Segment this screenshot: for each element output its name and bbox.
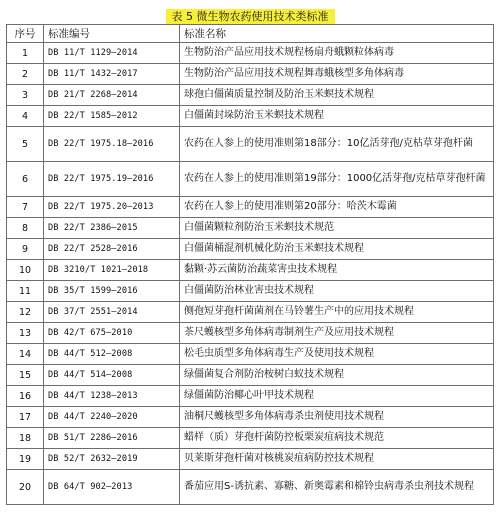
header-name: 标准名称 <box>180 25 494 43</box>
table-caption-container <box>0 5 500 24</box>
standard-name: 白僵菌桶混剂机械化防治玉米螟技术规程 <box>180 239 494 260</box>
row-number: 8 <box>7 218 44 239</box>
standard-code: DB 37/T 2551—2014 <box>44 302 180 323</box>
standard-name: 白僵菌防治林业害虫技术规程 <box>180 281 494 302</box>
row-number: 19 <box>7 449 44 470</box>
standard-name: 番茄应用S-诱抗素、寡糖、新奥霉素和棉铃虫病毒杀虫剂技术规程 <box>180 470 494 505</box>
table-row <box>7 281 494 302</box>
standard-name: 生物防治产品应用技术规程杨扇舟蛾颗粒体病毒 <box>180 43 494 64</box>
standard-name: 农药在人参上的使用准则第19部分：1000亿活芽孢/克枯草芽孢杆菌 <box>180 162 494 197</box>
row-number: 7 <box>7 197 44 218</box>
row-number: 1 <box>7 43 44 64</box>
standard-name: 农药在人参上的使用准则第18部分：10亿活芽孢/克枯草芽孢杆菌 <box>180 127 494 162</box>
table-row <box>7 197 494 218</box>
table-row <box>7 218 494 239</box>
table-row <box>7 365 494 386</box>
table-caption: 表 5 微生物农药使用技术类标准 <box>166 9 335 24</box>
table-row <box>7 43 494 64</box>
standard-code: DB 21/T 2268—2014 <box>44 85 180 106</box>
standard-code: DB 44/T 2240—2020 <box>44 407 180 428</box>
row-number: 17 <box>7 407 44 428</box>
row-number: 14 <box>7 344 44 365</box>
standard-code: DB 22/T 1585—2012 <box>44 106 180 127</box>
standard-name: 松毛虫质型多角体病毒生产及使用技术规程 <box>180 344 494 365</box>
row-number: 12 <box>7 302 44 323</box>
row-number: 18 <box>7 428 44 449</box>
standard-name: 球孢白僵菌质量控制及防治玉米螟技术规程 <box>180 85 494 106</box>
standard-name: 绿僵菌防治椰心叶甲技术规程 <box>180 386 494 407</box>
table-row <box>7 260 494 281</box>
table-row <box>7 64 494 85</box>
row-number: 6 <box>7 162 44 197</box>
header-code: 标准编号 <box>44 25 180 43</box>
standard-code: DB 22/T 1975.18—2016 <box>44 127 180 162</box>
standard-code: DB 51/T 2286—2016 <box>44 428 180 449</box>
row-number: 2 <box>7 64 44 85</box>
row-number: 4 <box>7 106 44 127</box>
standard-name: 黏颗·苏云菌防治蔬菜害虫技术规程 <box>180 260 494 281</box>
row-number: 10 <box>7 260 44 281</box>
standard-name: 生物防治产品应用技术规程舞毒蛾核型多角体病毒 <box>180 64 494 85</box>
standard-code: DB 22/T 2528—2016 <box>44 239 180 260</box>
standard-code: DB 11/T 1432—2017 <box>44 64 180 85</box>
standard-name: 白僵菌颗粒剂防治玉米螟技术规范 <box>180 218 494 239</box>
table-row <box>7 162 494 197</box>
row-number: 5 <box>7 127 44 162</box>
standard-name: 蜡样（质）芽孢杆菌防控板栗炭疽病技术规范 <box>180 428 494 449</box>
standards-table <box>6 24 494 505</box>
table-body <box>7 43 494 505</box>
table-row <box>7 386 494 407</box>
table-row <box>7 323 494 344</box>
standard-code: DB 44/T 1238—2013 <box>44 386 180 407</box>
standard-code: DB 44/T 512—2008 <box>44 344 180 365</box>
table-row <box>7 106 494 127</box>
standard-code: DB 11/T 1129—2014 <box>44 43 180 64</box>
row-number: 15 <box>7 365 44 386</box>
standard-name: 油桐尺蠖核型多角体病毒杀虫剂使用技术规程 <box>180 407 494 428</box>
row-number: 16 <box>7 386 44 407</box>
standard-code: DB 22/T 1975.20—2013 <box>44 197 180 218</box>
standard-code: DB 64/T 902—2013 <box>44 470 180 505</box>
standard-name: 贝莱斯芽孢杆菌对核桃炭疽病防控技术规程 <box>180 449 494 470</box>
table-header-row <box>7 25 494 43</box>
table-row <box>7 302 494 323</box>
standard-name: 绿僵菌复合剂防治桉树白蚁技术规程 <box>180 365 494 386</box>
table-row <box>7 127 494 162</box>
table-row <box>7 344 494 365</box>
table-row <box>7 449 494 470</box>
table-row <box>7 470 494 505</box>
standard-name: 茶尺蠖核型多角体病毒制剂生产及应用技术规程 <box>180 323 494 344</box>
table-row <box>7 239 494 260</box>
standard-name: 农药在人参上的使用准则第20部分：哈茨木霉菌 <box>180 197 494 218</box>
row-number: 9 <box>7 239 44 260</box>
row-number: 3 <box>7 85 44 106</box>
standard-name: 白僵菌封垛防治玉米螟技术规程 <box>180 106 494 127</box>
standard-code: DB 3210/T 1021—2018 <box>44 260 180 281</box>
standard-name: 侧孢短芽孢杆菌菌剂在马铃薯生产中的应用技术规程 <box>180 302 494 323</box>
row-number: 13 <box>7 323 44 344</box>
standard-code: DB 52/T 2632—2019 <box>44 449 180 470</box>
standard-code: DB 22/T 1975.19—2016 <box>44 162 180 197</box>
standard-code: DB 42/T 675—2010 <box>44 323 180 344</box>
table-row <box>7 407 494 428</box>
table-row <box>7 428 494 449</box>
standard-code: DB 44/T 514—2008 <box>44 365 180 386</box>
table-row <box>7 85 494 106</box>
standard-code: DB 22/T 2386—2015 <box>44 218 180 239</box>
standard-code: DB 35/T 1599—2016 <box>44 281 180 302</box>
header-no: 序号 <box>7 25 44 43</box>
row-number: 11 <box>7 281 44 302</box>
row-number: 20 <box>7 470 44 505</box>
